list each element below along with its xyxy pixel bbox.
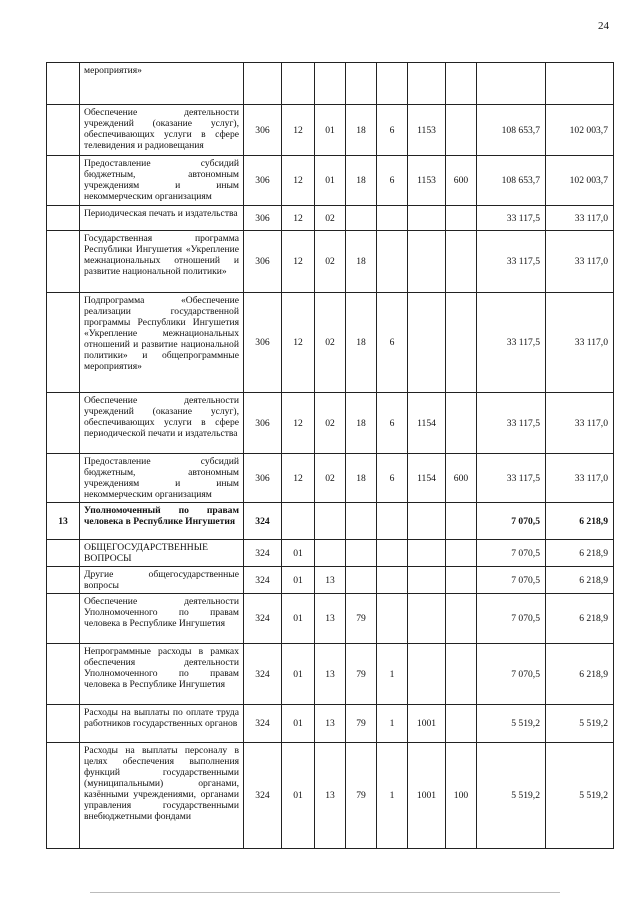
row-name-cell: Обеспечение деятельности учреждений (оказание услуг), обеспечивающих услуги в сфере телевидения и радиовещания xyxy=(80,105,244,156)
section-code-cell: 12 xyxy=(282,206,315,231)
ministry-code-cell: 324 xyxy=(244,644,282,705)
target-article-1-cell: 79 xyxy=(346,705,377,743)
amount-actual-cell: 6 218,9 xyxy=(546,594,614,644)
target-article-1-cell: 18 xyxy=(346,454,377,503)
row-index-cell xyxy=(47,743,80,849)
target-article-2-cell: 1 xyxy=(377,705,408,743)
expense-type-cell xyxy=(446,293,477,393)
section-code-cell: 01 xyxy=(282,540,315,567)
ministry-code-cell: 306 xyxy=(244,393,282,454)
expense-type-cell: 600 xyxy=(446,454,477,503)
ministry-code-cell: 306 xyxy=(244,206,282,231)
expense-type-cell xyxy=(446,567,477,594)
row-name-cell: Предоставление субсидий бюджетным, автономным учреждениям и иным некоммерческим организациям xyxy=(80,454,244,503)
target-article-3-cell xyxy=(408,231,446,293)
row-name-cell: Другие общегосударственные вопросы xyxy=(80,567,244,594)
amount-actual-cell: 102 003,7 xyxy=(546,105,614,156)
amount-actual-cell: 33 117,0 xyxy=(546,231,614,293)
target-article-1-cell: 18 xyxy=(346,393,377,454)
section-code-cell: 12 xyxy=(282,156,315,206)
amount-actual-cell: 33 117,0 xyxy=(546,393,614,454)
row-index-cell xyxy=(47,705,80,743)
amount-plan-cell: 33 117,5 xyxy=(477,393,546,454)
section-code-cell: 01 xyxy=(282,705,315,743)
amount-plan-cell: 33 117,5 xyxy=(477,206,546,231)
row-index-cell xyxy=(47,293,80,393)
table-row xyxy=(47,105,614,156)
amount-actual-cell: 6 218,9 xyxy=(546,503,614,540)
row-name-cell: мероприятия» xyxy=(80,63,244,105)
target-article-1-cell: 18 xyxy=(346,231,377,293)
target-article-3-cell xyxy=(408,293,446,393)
amount-plan-cell: 33 117,5 xyxy=(477,231,546,293)
amount-plan-cell: 108 653,7 xyxy=(477,156,546,206)
table-body xyxy=(47,63,614,849)
amount-actual-cell: 33 117,0 xyxy=(546,293,614,393)
row-index-cell xyxy=(47,105,80,156)
target-article-2-cell: 6 xyxy=(377,293,408,393)
table-row xyxy=(47,705,614,743)
target-article-3-cell: 1153 xyxy=(408,105,446,156)
expense-type-cell xyxy=(446,63,477,105)
row-name-cell: ОБЩЕГОСУДАРСТВЕННЫЕ ВОПРОСЫ xyxy=(80,540,244,567)
amount-plan-cell: 33 117,5 xyxy=(477,454,546,503)
subsection-code-cell: 02 xyxy=(315,454,346,503)
table-row xyxy=(47,644,614,705)
target-article-2-cell: 6 xyxy=(377,105,408,156)
row-index-cell xyxy=(47,567,80,594)
subsection-code-cell: 13 xyxy=(315,743,346,849)
section-code-cell xyxy=(282,503,315,540)
table-row xyxy=(47,63,614,105)
target-article-2-cell xyxy=(377,540,408,567)
amount-actual-cell: 102 003,7 xyxy=(546,156,614,206)
table-row xyxy=(47,206,614,231)
ministry-code-cell: 324 xyxy=(244,705,282,743)
target-article-1-cell: 18 xyxy=(346,105,377,156)
amount-plan-cell: 108 653,7 xyxy=(477,105,546,156)
row-name-cell: Уполномоченный по правам человека в Республике Ингушетия xyxy=(80,503,244,540)
section-code-cell: 12 xyxy=(282,105,315,156)
subsection-code-cell xyxy=(315,63,346,105)
row-index-cell xyxy=(47,594,80,644)
row-name-cell: Обеспечение деятельности Уполномоченного по правам человека в Республике Ингушетия xyxy=(80,594,244,644)
ministry-code-cell: 306 xyxy=(244,293,282,393)
amount-actual-cell: 33 117,0 xyxy=(546,206,614,231)
ministry-code-cell: 324 xyxy=(244,594,282,644)
page-number: 24 xyxy=(598,20,609,32)
target-article-2-cell xyxy=(377,567,408,594)
table-row xyxy=(47,454,614,503)
subsection-code-cell: 13 xyxy=(315,567,346,594)
amount-actual-cell: 5 519,2 xyxy=(546,743,614,849)
table-row xyxy=(47,503,614,540)
amount-actual-cell: 5 519,2 xyxy=(546,705,614,743)
target-article-2-cell xyxy=(377,231,408,293)
ministry-code-cell: 324 xyxy=(244,743,282,849)
row-index-cell xyxy=(47,206,80,231)
expense-type-cell xyxy=(446,206,477,231)
subsection-code-cell: 13 xyxy=(315,644,346,705)
row-name-cell: Государственная программа Республики Ингушетия «Укрепление межнациональных отношений и развитие национальной политики» xyxy=(80,231,244,293)
amount-plan-cell: 33 117,5 xyxy=(477,293,546,393)
target-article-3-cell xyxy=(408,567,446,594)
target-article-3-cell xyxy=(408,206,446,231)
row-name-cell: Обеспечение деятельности учреждений (оказание услуг), обеспечивающих услуги в сфере периодической печати и издательства xyxy=(80,393,244,454)
table-row xyxy=(47,594,614,644)
target-article-2-cell: 6 xyxy=(377,156,408,206)
row-index-cell xyxy=(47,454,80,503)
section-code-cell: 12 xyxy=(282,293,315,393)
subsection-code-cell: 02 xyxy=(315,206,346,231)
target-article-1-cell xyxy=(346,567,377,594)
target-article-1-cell: 18 xyxy=(346,293,377,393)
row-name-cell: Периодическая печать и издательства xyxy=(80,206,244,231)
ministry-code-cell xyxy=(244,63,282,105)
ministry-code-cell: 324 xyxy=(244,503,282,540)
row-index-cell xyxy=(47,540,80,567)
expense-type-cell xyxy=(446,705,477,743)
expense-type-cell xyxy=(446,503,477,540)
section-code-cell: 01 xyxy=(282,567,315,594)
expense-type-cell: 100 xyxy=(446,743,477,849)
target-article-3-cell xyxy=(408,540,446,567)
amount-plan-cell: 7 070,5 xyxy=(477,503,546,540)
row-index-cell xyxy=(47,231,80,293)
subsection-code-cell: 02 xyxy=(315,231,346,293)
target-article-2-cell xyxy=(377,206,408,231)
amount-plan-cell: 7 070,5 xyxy=(477,540,546,567)
target-article-2-cell: 6 xyxy=(377,454,408,503)
target-article-3-cell: 1153 xyxy=(408,156,446,206)
target-article-3-cell xyxy=(408,594,446,644)
row-index-cell xyxy=(47,644,80,705)
target-article-3-cell xyxy=(408,644,446,705)
expense-type-cell xyxy=(446,231,477,293)
subsection-code-cell xyxy=(315,503,346,540)
target-article-2-cell xyxy=(377,503,408,540)
subsection-code-cell: 13 xyxy=(315,594,346,644)
section-code-cell: 01 xyxy=(282,743,315,849)
amount-plan-cell: 5 519,2 xyxy=(477,743,546,849)
row-name-cell: Подпрограмма «Обеспечение реализации государственной программы Республики Ингушетия «Укрепление межнациональных отношений и развитие национальной политики» и общепрограммные мероприятия» xyxy=(80,293,244,393)
amount-actual-cell: 33 117,0 xyxy=(546,454,614,503)
ministry-code-cell: 306 xyxy=(244,231,282,293)
target-article-1-cell xyxy=(346,503,377,540)
section-code-cell: 01 xyxy=(282,644,315,705)
target-article-1-cell: 79 xyxy=(346,644,377,705)
expense-type-cell xyxy=(446,644,477,705)
section-code-cell: 12 xyxy=(282,393,315,454)
amount-plan-cell: 7 070,5 xyxy=(477,594,546,644)
target-article-3-cell: 1154 xyxy=(408,393,446,454)
budget-table xyxy=(46,62,614,849)
table-row xyxy=(47,393,614,454)
row-name-cell: Непрограммные расходы в рамках обеспечения деятельности Уполномоченного по правам человека в Республике Ингушетия xyxy=(80,644,244,705)
target-article-3-cell xyxy=(408,503,446,540)
row-index-cell: 13 xyxy=(47,503,80,540)
amount-actual-cell: 6 218,9 xyxy=(546,567,614,594)
expense-type-cell xyxy=(446,540,477,567)
table-row xyxy=(47,231,614,293)
section-code-cell xyxy=(282,63,315,105)
target-article-3-cell: 1154 xyxy=(408,454,446,503)
expense-type-cell xyxy=(446,594,477,644)
target-article-1-cell xyxy=(346,206,377,231)
table-row xyxy=(47,567,614,594)
section-code-cell: 12 xyxy=(282,454,315,503)
row-name-cell: Расходы на выплаты по оплате труда работников государственных органов xyxy=(80,705,244,743)
ministry-code-cell: 324 xyxy=(244,540,282,567)
target-article-1-cell: 18 xyxy=(346,156,377,206)
target-article-3-cell xyxy=(408,63,446,105)
expense-type-cell xyxy=(446,105,477,156)
table-row xyxy=(47,743,614,849)
amount-plan-cell xyxy=(477,63,546,105)
target-article-2-cell xyxy=(377,63,408,105)
target-article-1-cell xyxy=(346,63,377,105)
amount-plan-cell: 5 519,2 xyxy=(477,705,546,743)
target-article-1-cell: 79 xyxy=(346,743,377,849)
subsection-code-cell: 02 xyxy=(315,293,346,393)
target-article-1-cell: 79 xyxy=(346,594,377,644)
section-code-cell: 12 xyxy=(282,231,315,293)
row-name-cell: Расходы на выплаты персоналу в целях обеспечения выполнения функций государственными (муниципальными) органами, казёнными учреждениями, органами управления государственными внебюджетными фондами xyxy=(80,743,244,849)
table-row xyxy=(47,156,614,206)
subsection-code-cell: 13 xyxy=(315,705,346,743)
target-article-3-cell: 1001 xyxy=(408,705,446,743)
ministry-code-cell: 306 xyxy=(244,105,282,156)
row-index-cell xyxy=(47,156,80,206)
amount-plan-cell: 7 070,5 xyxy=(477,567,546,594)
table-row xyxy=(47,293,614,393)
amount-actual-cell: 6 218,9 xyxy=(546,540,614,567)
amount-actual-cell: 6 218,9 xyxy=(546,644,614,705)
subsection-code-cell: 01 xyxy=(315,156,346,206)
amount-plan-cell: 7 070,5 xyxy=(477,644,546,705)
target-article-3-cell: 1001 xyxy=(408,743,446,849)
target-article-2-cell: 1 xyxy=(377,743,408,849)
row-index-cell xyxy=(47,63,80,105)
ministry-code-cell: 324 xyxy=(244,567,282,594)
section-code-cell: 01 xyxy=(282,594,315,644)
target-article-2-cell xyxy=(377,594,408,644)
expense-type-cell: 600 xyxy=(446,156,477,206)
ministry-code-cell: 306 xyxy=(244,156,282,206)
row-index-cell xyxy=(47,393,80,454)
scan-line xyxy=(90,892,560,893)
subsection-code-cell: 02 xyxy=(315,393,346,454)
amount-actual-cell xyxy=(546,63,614,105)
ministry-code-cell: 306 xyxy=(244,454,282,503)
target-article-2-cell: 1 xyxy=(377,644,408,705)
row-name-cell: Предоставление субсидий бюджетным, автономным учреждениям и иным некоммерческим организациям xyxy=(80,156,244,206)
subsection-code-cell: 01 xyxy=(315,105,346,156)
table-row xyxy=(47,540,614,567)
subsection-code-cell xyxy=(315,540,346,567)
target-article-1-cell xyxy=(346,540,377,567)
expense-type-cell xyxy=(446,393,477,454)
target-article-2-cell: 6 xyxy=(377,393,408,454)
